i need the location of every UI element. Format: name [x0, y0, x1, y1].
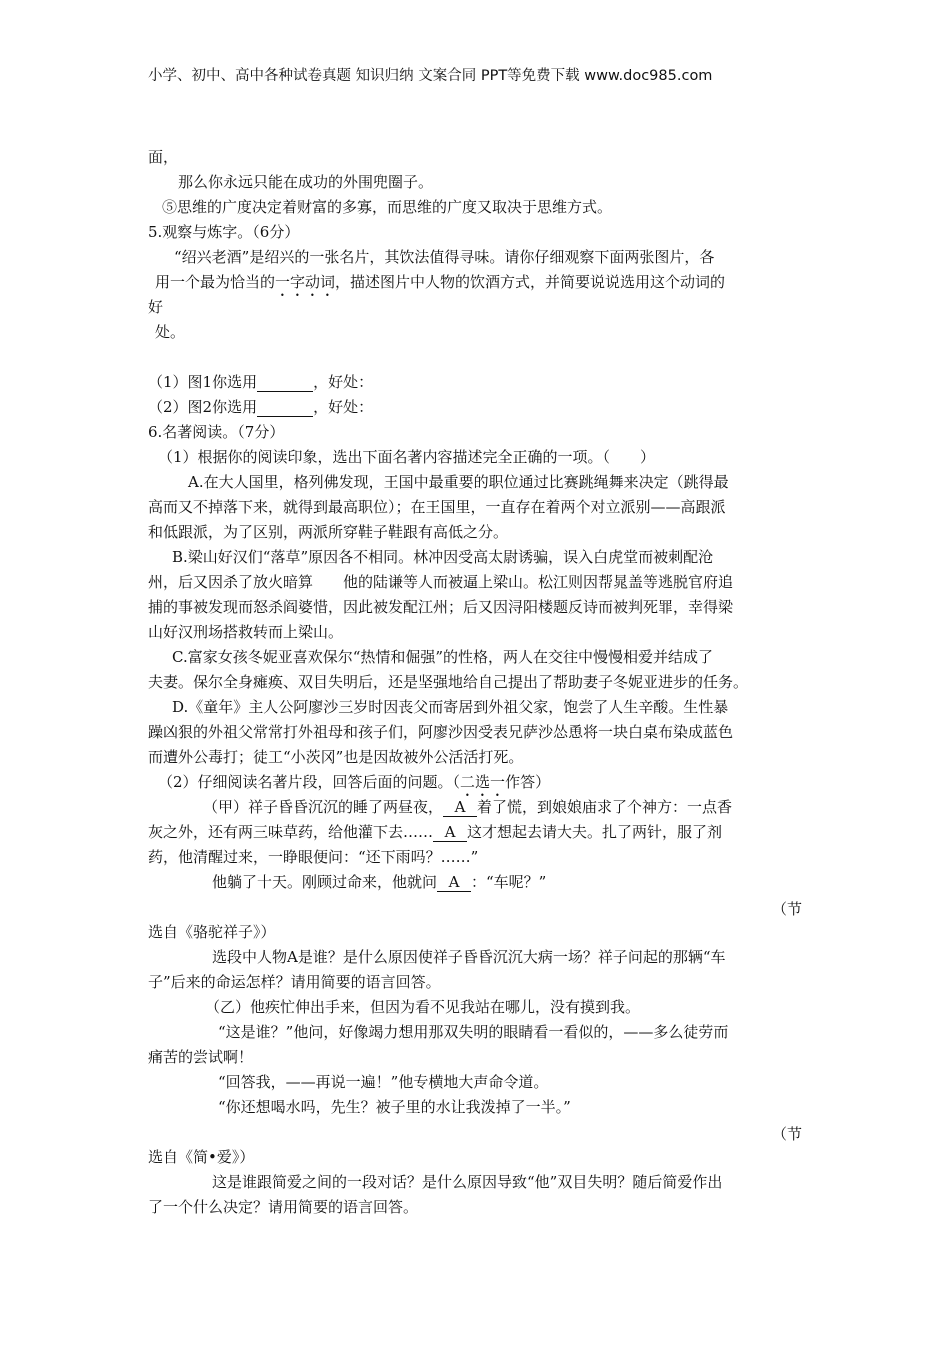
option-b-line-4: 山好汉刑场搭救转而上梁山。: [148, 623, 344, 641]
question-6-title: 6.名著阅读。（7分）: [148, 423, 285, 441]
q5-line-2-a: 用一个最为恰当的: [155, 273, 276, 291]
option-c-line-2: 夫妻。保尔全身瘫痪、双目失明后，还是坚强地给自己提出了帮助妻子冬妮亚进步的任务。: [148, 673, 749, 691]
question-jia-line-2: 子”后来的命运怎样？请用简要的语言回答。: [148, 973, 441, 991]
option-a-line-2: 高而又不掉落下来，就得到最高职位）；在王国里，一直存在着两个对立派别——高跟派: [148, 498, 726, 516]
q6-subquestion-1: （1）根据你的阅读印象，选出下面名著内容描述完全正确的一项。（ ）: [158, 448, 656, 466]
blank-a-3: A: [437, 874, 471, 892]
q5-answer-2-label: （2）图2你选用: [148, 398, 258, 416]
source-2-part-2: 选自《简•爱》）: [148, 1148, 255, 1166]
q5-answer-1-benefit: ，好处：: [313, 373, 374, 391]
excerpt-jia-line-2: [148, 822, 722, 842]
excerpt-yi-line-5: “你还想喝水吗，先生？被子里的水让我泼掉了一半。”: [218, 1098, 571, 1116]
q5-line-1: “绍兴老酒”是绍兴的一张名片，其饮法值得寻味。请你仔细观察下面两张图片，各: [174, 248, 715, 266]
excerpt-yi-line-3: 痛苦的尝试啊！: [148, 1048, 254, 1066]
q6-s2-a: （2）仔细阅读名著片段，回答后面的问题。（: [158, 773, 461, 791]
jia-1-a: （甲）祥子昏昏沉沉的睡了两昼夜，: [203, 798, 444, 816]
excerpt-jia-line-4: [212, 872, 546, 892]
excerpt-yi-line-2: “这是谁？”他问，好像竭力想用那双失明的眼睛看一看似的，——多么徒劳而: [218, 1023, 729, 1041]
intro-line-1: 面，: [148, 148, 179, 166]
q5-line-2: [155, 272, 725, 300]
option-c-line-1: C.富家女孩冬妮亚喜欢保尔“热情和倔强”的性格，两人在交往中慢慢相爱并结成了: [172, 648, 714, 666]
answer-blank-1[interactable]: [257, 374, 313, 392]
option-b-line-1: B.梁山好汉们“落草”原因各不相同。林冲因受高太尉诱骗，误入白虎堂而被刺配沧: [172, 548, 714, 566]
source-1-part-1: （节: [772, 900, 803, 918]
question-jia-line-1: 选段中人物A是谁？是什么原因使祥子昏昏沉沉大病一场？祥子问起的那辆“车: [212, 948, 726, 966]
jia-4-b: ：“车呢？”: [471, 873, 547, 891]
excerpt-jia-line-1: [203, 797, 732, 817]
q5-answer-2-benefit: ，好处：: [313, 398, 374, 416]
q5-answer-1: [148, 372, 373, 392]
option-b-line-2: 州，后又因杀了放火暗算 他的陆谦等人而被逼上梁山。松江则因帮晁盖等逃脱官府追: [148, 573, 734, 591]
excerpt-yi-line-4: “回答我，——再说一遍！”他专横地大声命令道。: [218, 1073, 549, 1091]
excerpt-yi-line-1: （乙）他疾忙伸出手来，但因为看不见我站在哪儿，没有摸到我。: [205, 998, 641, 1016]
jia-1-b: 着了慌，到娘娘庙求了个神方：一点香: [477, 798, 733, 816]
option-d-line-2: 躁凶狠的外祖父常常打外祖母和孩子们，阿廖沙因受表兄萨沙怂恿将一块白桌布染成蓝色: [148, 723, 734, 741]
option-d-line-1: D.《童年》主人公阿廖沙三岁时因丧父而寄居到外祖父家，饱尝了人生辛酸。生性暴: [172, 698, 729, 716]
answer-blank-2[interactable]: [257, 399, 313, 417]
jia-4-a: 他躺了十天。刚顾过命来，他就问: [212, 873, 438, 891]
question-yi-line-1: 这是谁跟简爱之间的一段对话？是什么原因导致“他”双目失明？随后简爱作出: [212, 1173, 723, 1191]
question-5-title: 5.观察与炼字。（6分）: [148, 223, 300, 241]
q6-s2-b: 作答）: [505, 773, 551, 791]
q5-line-2-b: ，描述图片中人物的饮酒方式，并简要说说选用这个动词的: [335, 273, 726, 291]
jia-2-a: 灰之外，还有两三味草药，给他灌下去……: [148, 823, 434, 841]
q5-answer-1-label: （1）图1你选用: [148, 373, 258, 391]
q5-line-4: 处。: [155, 323, 186, 341]
intro-line-3: ⑤思维的广度决定着财富的多寡，而思维的广度又取决于思维方式。: [162, 198, 613, 216]
blank-a-1: A: [443, 799, 477, 817]
option-a-line-3: 和低跟派，为了区别，两派所穿鞋子鞋跟有高低之分。: [148, 523, 509, 541]
blank-a-2: A: [433, 824, 467, 842]
q5-answer-2: [148, 397, 373, 417]
option-d-line-3: 而遭外公毒打；徒工“小茨冈”也是因故被外公活活打死。: [148, 748, 524, 766]
q6-subquestion-2: [158, 772, 550, 800]
option-a-line-1: A.在大人国里，格列佛发现，王国中最重要的职位通过比赛跳绳舞来决定（跳得最: [188, 473, 729, 491]
q5-line-3: 好: [148, 298, 164, 316]
source-2-part-1: （节: [772, 1125, 803, 1143]
jia-2-b: 这才想起去请大夫。扎了两针，服了剂: [467, 823, 723, 841]
page-header: 小学、初中、高中各种试卷真题 知识归纳 文案合同 PPT等免费下载 www.doc985.com: [148, 68, 713, 84]
excerpt-jia-line-3: 药，他清醒过来，一睁眼便问：“还下雨吗？……”: [148, 848, 479, 866]
source-1-part-2: 选自《骆驼祥子》）: [148, 923, 276, 941]
emphasis-one-char-verb: 一字动词: [275, 273, 336, 291]
option-b-line-3: 捕的事被发现而怒杀阎婆惜，因此被发配江州；后又因浔阳楼题反诗而被判死罪，幸得梁: [148, 598, 734, 616]
emphasis-choose-one: 二选一: [460, 773, 506, 791]
question-yi-line-2: 了一个什么决定？请用简要的语言回答。: [148, 1198, 419, 1216]
intro-line-2: 那么你永远只能在成功的外围兜圈子。: [178, 173, 434, 191]
